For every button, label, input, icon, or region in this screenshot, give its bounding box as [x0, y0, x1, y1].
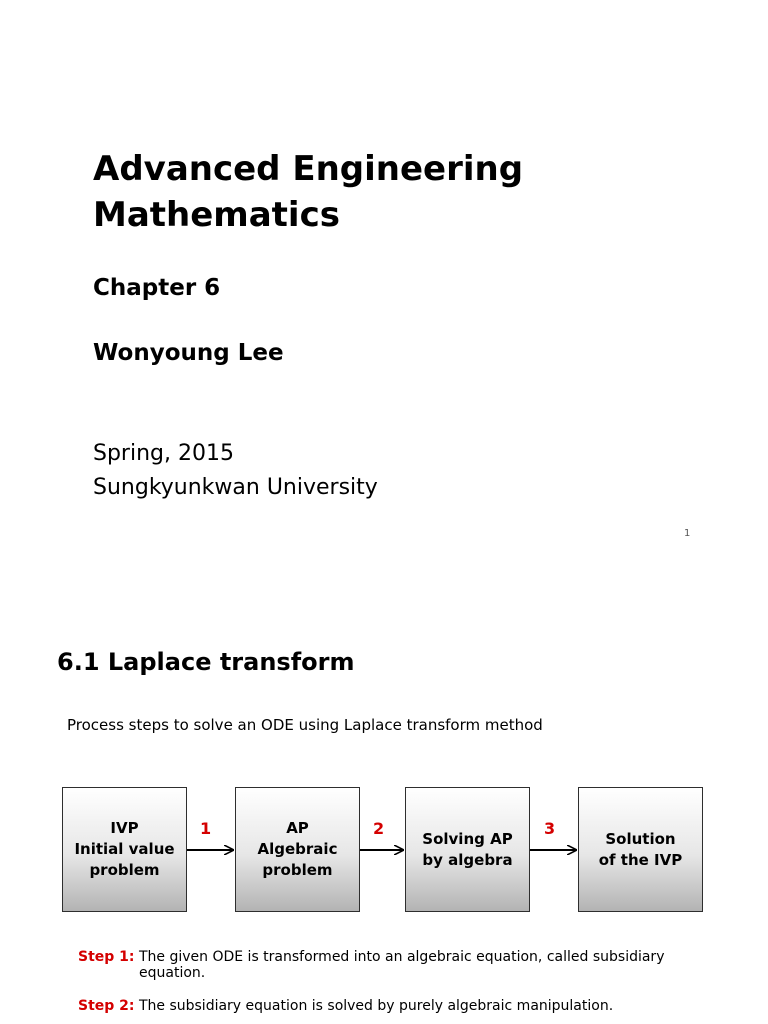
- intro-text: Process steps to solve an ODE using Laplace transform method: [67, 716, 543, 734]
- author-name: Wonyoung Lee: [93, 340, 284, 366]
- ivp-box: [62, 787, 187, 912]
- step-1-text: The given ODE is transformed into an algebraic equation, called subsidiary: [138, 949, 665, 965]
- section-title: 6.1 Laplace transform: [57, 648, 355, 676]
- page-number: 1: [684, 528, 691, 539]
- term-block: [93, 437, 378, 505]
- ap-box-label: AP Algebraic problem: [257, 819, 338, 879]
- solving-box-label: Solving AP by algebra: [422, 829, 513, 869]
- ap-box: [235, 787, 360, 912]
- course-title: Advanced Engineering Mathematics: [93, 149, 524, 235]
- step-number-3: 3: [544, 819, 556, 838]
- solution-box: [578, 787, 703, 912]
- step-1-description: [78, 949, 698, 981]
- step-1-label: Step 1:: [78, 949, 135, 965]
- step-number-2: 2: [373, 819, 385, 838]
- step-2-description: [78, 998, 698, 1014]
- step-2-label: Step 2:: [78, 998, 135, 1014]
- step-2-text: The subsidiary equation is solved by purely algebraic manipulation.: [138, 998, 614, 1014]
- solution-box-label: Solution of the IVP: [598, 829, 683, 869]
- laplace-slide: [0, 590, 768, 1024]
- chapter-label: Chapter 6: [93, 275, 221, 301]
- university-text: Sungkyunkwan University: [93, 475, 378, 500]
- ivp-box-label: IVP Initial value problem: [74, 819, 175, 879]
- solving-box: [405, 787, 530, 912]
- step-1-continuation: equation.: [139, 965, 206, 981]
- step-number-1: 1: [200, 819, 212, 838]
- term-text: Spring, 2015: [93, 441, 234, 466]
